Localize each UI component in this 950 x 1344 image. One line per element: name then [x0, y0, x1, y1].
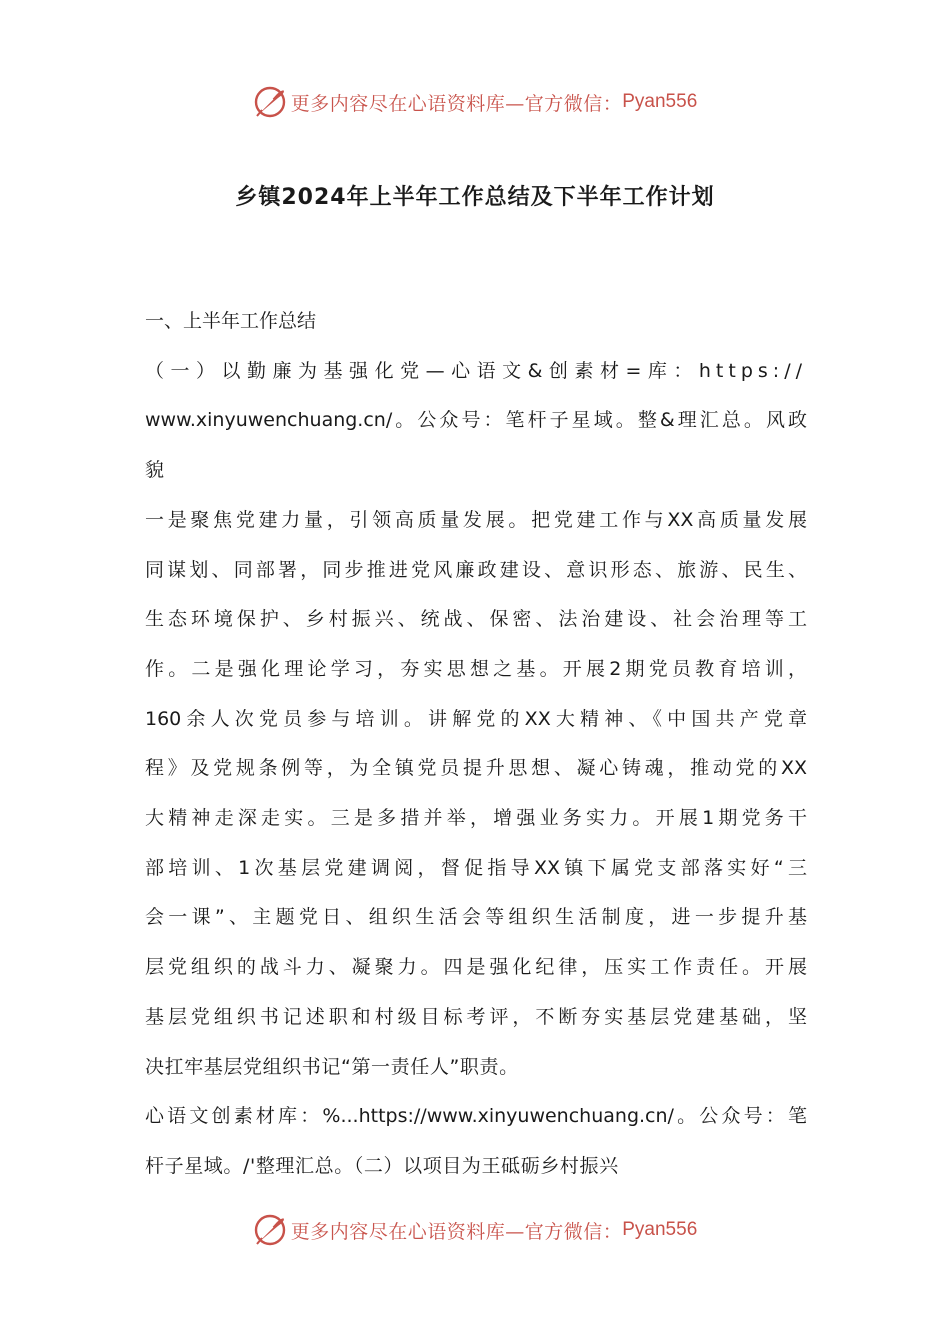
banner-wechat-id: Pyan556 [622, 1219, 698, 1240]
paragraph-line: 部培训、1次基层党建调阅，督促指导XX镇下属党支部落实好“三 [145, 856, 807, 879]
paragraph-line: 程》及党规条例等，为全镇党员提升思想、凝心铸魂，推动党的XX [145, 757, 807, 780]
banner-text: 更多内容尽在心语资料库—官方微信： [290, 1220, 623, 1243]
paragraph-line: 基层党组织书记述职和村级目标考评，不断夯实基层党建基础，坚 [145, 1005, 807, 1028]
paragraph-line: 作。二是强化理论学习，夯实思想之基。开展2期党员教育培训， [145, 657, 807, 680]
footer-watermark-banner [0, 1210, 950, 1250]
document-title: 乡镇2024年上半年工作总结及下半年工作计划 [235, 185, 715, 210]
closing-line: 心语文创素材库：%...https://www.xinyuwenchuang.cn/。公众号：笔 [145, 1105, 807, 1128]
paragraph-line: 层党组织的战斗力、凝聚力。四是强化纪律，压实工作责任。开展 [145, 956, 807, 979]
paragraph-line: 生态环境保护、乡村振兴、统战、保密、法治建设、社会治理等工 [145, 608, 807, 631]
paragraph-line: 大精神走深走实。三是多措并举，增强业务实力。开展1期党务干 [145, 807, 807, 830]
header-watermark-banner [0, 82, 950, 122]
subheading-line: （一）以勤廉为基强化党—心语文&创素材=库：https:// [145, 359, 807, 382]
document-body [145, 297, 807, 1192]
paragraph-line: 同谋划、同部署，同步推进党风廉政建设、意识形态、旅游、民生、 [145, 558, 807, 581]
closing-line: 杆子星域。/'整理汇总。（二）以项目为王砥砺乡村振兴 [145, 1154, 619, 1177]
paragraph-line: 会一课”、主题党日、组织生活会等组织生活制度，进一步提升基 [145, 906, 807, 929]
subheading-line: 貌 [145, 459, 165, 482]
section-heading: 一、上半年工作总结 [145, 310, 317, 332]
paragraph-line: 决扛牢基层党组织书记“第一责任人”职责。 [145, 1055, 519, 1078]
paragraph-line: 160余人次党员参与培训。讲解党的XX大精神、《中国共产党章 [145, 707, 807, 730]
quill-pen-logo-icon [253, 1213, 287, 1247]
subheading-line: www.xinyuwenchuang.cn/。公众号：笔杆子星域。整&理汇总。风政 [145, 409, 807, 432]
banner-wechat-id: Pyan556 [622, 91, 698, 112]
banner-text: 更多内容尽在心语资料库—官方微信： [290, 92, 623, 115]
paragraph-line: 一是聚焦党建力量，引领高质量发展。把党建工作与XX高质量发展 [145, 508, 807, 531]
quill-pen-logo-icon [253, 85, 287, 119]
